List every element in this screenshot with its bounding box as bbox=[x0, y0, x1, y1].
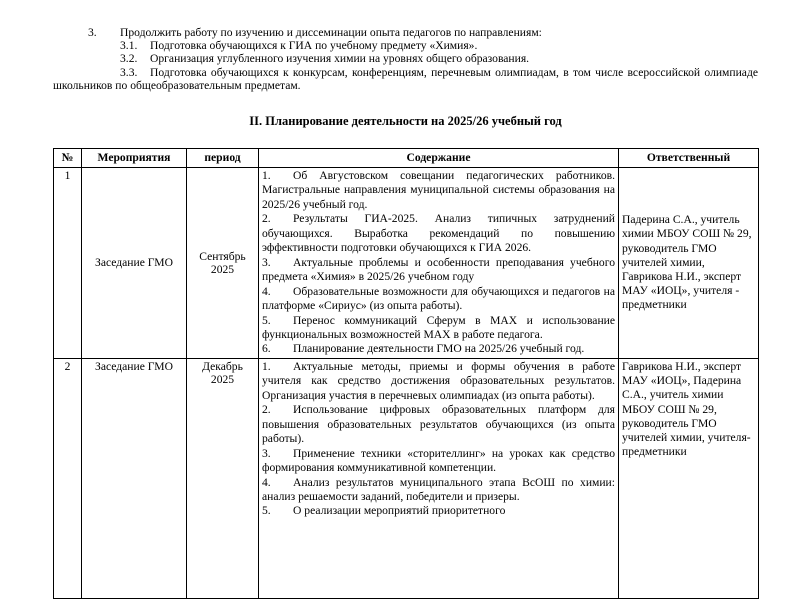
content-item-text: Перенос коммуникаций Сферум в MAX и использование функциональных возможностей MAX в работе педагога. bbox=[262, 313, 615, 341]
intro-item-text: Подготовка обучающихся к конкурсам, конференциям, перечневым олимпиадам, в том числе всероссийской олимпиаде школьников по общеобразовательным предметам. bbox=[53, 65, 758, 92]
cell-period: Декабрь 2025 bbox=[187, 358, 259, 598]
content-item-text: Актуальные методы, приемы и формы обучения в работе учителя как средство достижения образовательных результатов. Организация участия в перечневых олимпиадах (из опыта работы). bbox=[262, 359, 615, 402]
content-item bbox=[262, 256, 615, 285]
cell-event: Заседание ГМО bbox=[82, 358, 187, 598]
col-header-event: Мероприятия bbox=[82, 149, 187, 168]
content-item-number: 3. bbox=[262, 446, 271, 460]
content-item-text: Применение техники «сторителлинг» на уроках как средство формирования коммуникативной компетенции. bbox=[262, 446, 615, 475]
content-item bbox=[262, 285, 615, 314]
content-item-text: Об Августовском совещании педагогических работников. Магистральные направления муниципальной системы образования на 2025/26 учебный год. bbox=[262, 169, 615, 211]
content-item-number: 1. bbox=[262, 169, 271, 183]
content-item-text: Использование цифровых образовательных платформ для повышения образовательных результатов обучающихся (из опыта работы). bbox=[262, 403, 615, 446]
cell-row-number: 2 bbox=[54, 358, 82, 598]
content-item-text: Актуальные проблемы и особенности преподавания учебного предмета «Химия» в 2025/26 учебном году bbox=[262, 255, 615, 284]
col-header-period: период bbox=[187, 149, 259, 168]
intro-item-text: Подготовка обучающихся к ГИА по учебному предмету «Химия». bbox=[150, 39, 478, 53]
table-row bbox=[54, 168, 759, 359]
cell-responsible: Падерина С.А., учитель химии МБОУ СОШ № 29, руководитель ГМО учителей химии, Гаврикова Н.И., эксперт МАУ «ИОЦ», учителя - предметники bbox=[619, 168, 759, 359]
content-item-text: Образовательные возможности для обучающихся и педагогов на платформе «Сириус» (из опыта работы). bbox=[262, 284, 615, 313]
intro-item-3 bbox=[53, 26, 758, 39]
content-item-number: 1. bbox=[262, 359, 271, 373]
cell-content bbox=[259, 168, 619, 359]
plan-table bbox=[53, 148, 759, 599]
intro-item-number: 3.3. bbox=[120, 65, 138, 79]
intro-item-number: 3.1. bbox=[120, 39, 138, 53]
col-header-responsible: Ответственный bbox=[619, 149, 759, 168]
content-item bbox=[262, 212, 615, 255]
cell-responsible: Гаврикова Н.И., эксперт МАУ «ИОЦ», Падерина С.А., учитель химии МБОУ СОШ № 29, руководитель ГМО учителей химии, учителя-предметники bbox=[619, 358, 759, 598]
intro-item-number: 3. bbox=[88, 26, 97, 39]
content-item-text: Планирование деятельности ГМО на 2025/26 учебный год. bbox=[293, 342, 585, 356]
table-header-row bbox=[54, 149, 759, 168]
cell-row-number: 1 bbox=[54, 168, 82, 359]
content-item bbox=[262, 476, 615, 505]
content-item bbox=[262, 403, 615, 446]
intro-item-text: Продолжить работу по изучению и диссеминации опыта педагогов по направлениям: bbox=[120, 26, 542, 39]
content-item bbox=[262, 360, 615, 403]
content-item-text: Анализ результатов муниципального этапа ВсОШ по химии: анализ решаемости заданий, победители и призеры. bbox=[262, 475, 615, 503]
intro-item-3-2 bbox=[53, 52, 758, 65]
content-item-number: 4. bbox=[262, 284, 271, 298]
col-header-content: Содержание bbox=[259, 149, 619, 168]
col-header-num: № bbox=[54, 149, 82, 168]
content-item bbox=[262, 314, 615, 343]
cell-content bbox=[259, 358, 619, 598]
section-heading: II. Планирование деятельности на 2025/26 учебный год bbox=[249, 114, 562, 129]
intro-item-number: 3.2. bbox=[120, 52, 138, 66]
content-item bbox=[262, 169, 615, 212]
content-item-number: 3. bbox=[262, 255, 271, 269]
table-row bbox=[54, 358, 759, 598]
intro-list bbox=[53, 26, 758, 92]
content-item bbox=[262, 447, 615, 476]
content-item-number: 2. bbox=[262, 212, 271, 226]
content-item-number: 5. bbox=[262, 504, 271, 518]
content-item-text: Результаты ГИА-2025. Анализ типичных затруднений обучающихся. Выработка рекомендаций по повышению эффективности подготовки обучающихся к ГИА 2026. bbox=[262, 212, 615, 255]
intro-item-3-1 bbox=[53, 39, 758, 52]
content-item-number: 2. bbox=[262, 403, 271, 417]
intro-item-text: Организация углубленного изучения химии на уровнях общего образования. bbox=[150, 52, 530, 66]
content-item-number: 4. bbox=[262, 475, 271, 489]
content-item-number: 5. bbox=[262, 313, 271, 327]
content-item bbox=[262, 342, 615, 356]
content-item-number: 6. bbox=[262, 342, 271, 356]
content-item bbox=[262, 504, 615, 518]
intro-item-3-3 bbox=[53, 66, 758, 92]
cell-period: Сентябрь 2025 bbox=[187, 168, 259, 359]
content-item-text: О реализации мероприятий приоритетного bbox=[293, 504, 506, 518]
cell-event: Заседание ГМО bbox=[82, 168, 187, 359]
